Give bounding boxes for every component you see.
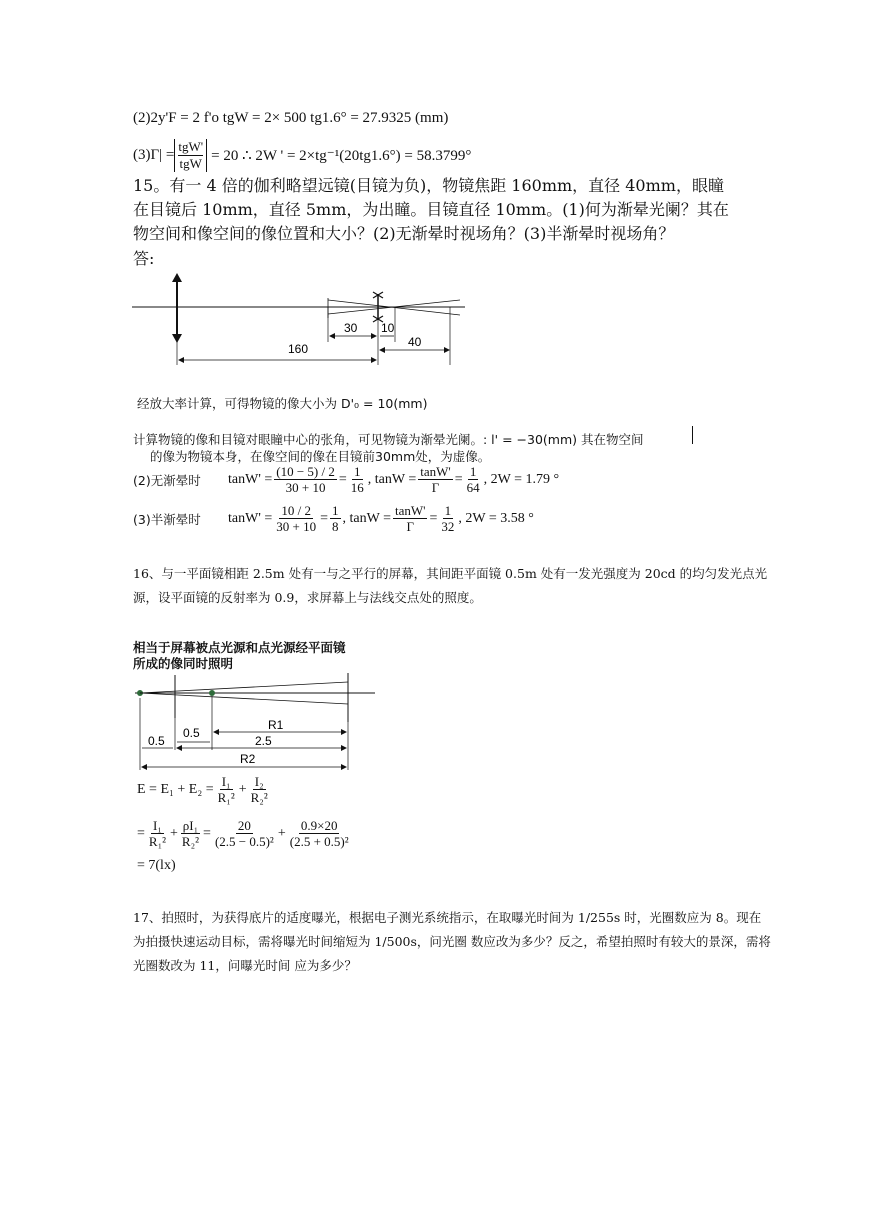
- question-15-text: 15。有一 4 倍的伽利略望远镜(目镜为负)，物镜焦距 160mm，直径 40mm，眼瞳在目镜后 10mm，直径 5mm，为出瞳。目镜直径 10mm。(1)何为渐晕光阑？其在 物空间和像空间的像位置和大小？(2)无渐晕时视场角？(3)半渐晕时视场角？: [133, 176, 729, 243]
- plus: +: [238, 781, 247, 797]
- eq-1-lhs: E = E₁ + E₂ =: [137, 781, 214, 797]
- den: 30 + 10: [276, 519, 317, 534]
- telescope-diagram: [130, 270, 470, 370]
- frac: [180, 818, 201, 849]
- calc-line-1: 经放大率计算，可得物镜的像大小为 D'₀ = 10(mm): [137, 396, 428, 411]
- dim-arrow: [341, 764, 347, 770]
- q16-caption-2: 所成的像同时照明: [133, 656, 234, 671]
- den: (2.5 + 0.5)²: [289, 834, 349, 849]
- num: I₁: [221, 774, 231, 789]
- num: 1: [469, 464, 477, 479]
- dim-label-r1: R1: [268, 718, 284, 732]
- ray-bottom: [140, 693, 348, 704]
- answer-label: 答:: [133, 249, 155, 268]
- den: Γ: [406, 519, 414, 534]
- dim-arrow: [371, 333, 377, 339]
- dim-arrow: [213, 729, 219, 735]
- calc-line-3: 的像为物镜本身，在像空间的像在目镜前30mm处，为虚像。: [150, 449, 491, 464]
- den: R₁²: [217, 790, 235, 805]
- frac-b: [349, 464, 366, 495]
- formula-line-3-rhs: = 20 ∴ 2W ' = 2×tg⁻¹(20tg1.6°) = 58.3799°: [211, 148, 472, 164]
- fraction-denominator: tgW: [179, 156, 202, 171]
- den: (2.5 − 0.5)²: [214, 834, 274, 849]
- calc-line-2: 计算物镜的像和目镜对眼瞳中心的张角，可见物镜为渐晕光阑。: l' = −30(mm) 其在物空间: [133, 432, 644, 447]
- dim-label-30: 30: [344, 321, 358, 335]
- formula-line-2: (2)2y'F = 2 f'o tgW = 2× 500 tg1.6° = 27.9325 (mm): [133, 110, 449, 126]
- dim-arrow: [176, 745, 182, 751]
- dim-arrow: [379, 347, 385, 353]
- frac: [288, 818, 351, 849]
- equals: =: [203, 825, 211, 841]
- case-2-e1: =: [338, 471, 347, 487]
- frac: [213, 818, 276, 849]
- formula-line-3: [133, 139, 471, 172]
- plus: +: [170, 825, 178, 841]
- num: I₂: [254, 774, 264, 789]
- mirror-diagram: [130, 670, 380, 775]
- dim-arrow: [178, 357, 184, 363]
- frac-a: [274, 464, 337, 495]
- case-2-t1: tanW' =: [228, 471, 273, 487]
- num: 20: [237, 818, 251, 833]
- case-2-e2: =: [454, 471, 463, 487]
- num: 10 / 2: [281, 503, 311, 518]
- dim-arrow: [329, 333, 335, 339]
- frac: [249, 774, 270, 805]
- fraction-numerator: tgW': [178, 139, 204, 154]
- question-17-text: 17、拍照时，为获得底片的适度曝光，根据电子测光系统指示，在取曝光时间为 1/255s 时，光圈数应为 8。现在为拍摄快速运动目标，需将曝光时间缩短为 1/500s，问光圈 数应改为多少？反之，希望拍照时有较大的景深，需将光圈数改为 11，问曝光时间 应为多少？: [133, 910, 771, 973]
- case-2-row: [133, 464, 559, 495]
- dim-label-25: 2.5: [255, 734, 272, 748]
- den: 64: [466, 480, 480, 495]
- dim-label-05a: 0.5: [148, 734, 165, 748]
- dim-arrow: [341, 729, 347, 735]
- question-16-text: 16、与一平面镜相距 2.5m 处有一与之平行的屏幕，其间距平面镜 0.5m 处有一发光强度为 20cd 的均匀发光点光源，设平面镜的反射率为 0.9，求屏幕上与法线交点处的照度。: [133, 566, 768, 605]
- case-3-e2: =: [429, 510, 438, 526]
- frac-a: [274, 503, 318, 534]
- eq-2: [137, 818, 353, 849]
- num: I₁: [153, 818, 162, 833]
- dim-label-05b: 0.5: [183, 726, 200, 740]
- num: 1: [444, 503, 452, 518]
- den: Γ: [431, 480, 440, 495]
- num: ρI₁: [182, 818, 199, 833]
- q16-caption-1: 相当于屏幕被点光源和点光源经平面镜: [133, 640, 346, 655]
- den: 32: [441, 519, 455, 534]
- frac: [216, 774, 237, 805]
- eq-1: [137, 774, 272, 805]
- case-3-row: [133, 503, 534, 534]
- dim-arrow: [341, 745, 347, 751]
- case-3-e1: =: [320, 510, 328, 526]
- ray-top: [140, 682, 348, 693]
- den: R₂²: [181, 834, 200, 849]
- frac: [147, 818, 168, 849]
- num: 0.9×20: [300, 818, 338, 833]
- case-3-t1: tanW' =: [228, 510, 273, 526]
- num: 1: [332, 503, 339, 518]
- margin-bar: [692, 426, 693, 444]
- frac-d: [439, 503, 456, 534]
- objective-arrow-top: [172, 273, 182, 282]
- den: 8: [332, 519, 339, 534]
- num: (10 − 5) / 2: [276, 464, 335, 479]
- case-2-result: , 2W = 1.79 °: [483, 471, 560, 487]
- dim-label-40: 40: [408, 335, 422, 349]
- formula-line-3-lhs: (3)Γ| =: [133, 147, 175, 163]
- frac-d: [465, 464, 482, 495]
- dim-arrow: [371, 357, 377, 363]
- den: R₂²: [250, 790, 268, 805]
- plus: +: [277, 825, 286, 841]
- den: 16: [350, 480, 364, 495]
- eq-2-lhs: =: [137, 825, 145, 841]
- frac-c: [393, 503, 428, 534]
- dim-label-r2: R2: [240, 752, 256, 766]
- frac-b: [330, 503, 341, 534]
- abs-fraction: [174, 139, 207, 172]
- dim-arrow: [141, 764, 147, 770]
- case-2-t2: , tanW =: [367, 471, 417, 487]
- point-source-dot: [209, 690, 215, 696]
- case-2-label: (2)无渐晕时: [133, 472, 201, 488]
- frac-c: [418, 464, 453, 495]
- dim-label-10: 10: [381, 321, 395, 335]
- num: tanW': [420, 464, 451, 479]
- den: 30 + 10: [285, 480, 326, 495]
- dim-arrow: [444, 347, 450, 353]
- case-3-result: , 2W = 3.58 °: [458, 510, 534, 526]
- case-3-label: (3)半渐晕时: [133, 511, 201, 527]
- eq-3: = 7(lx): [137, 858, 176, 873]
- num: tanW': [394, 503, 426, 518]
- dim-label-160: 160: [288, 342, 309, 356]
- case-3-t2: , tanW =: [342, 510, 391, 526]
- num: 1: [354, 464, 361, 479]
- den: R₁²: [148, 834, 167, 849]
